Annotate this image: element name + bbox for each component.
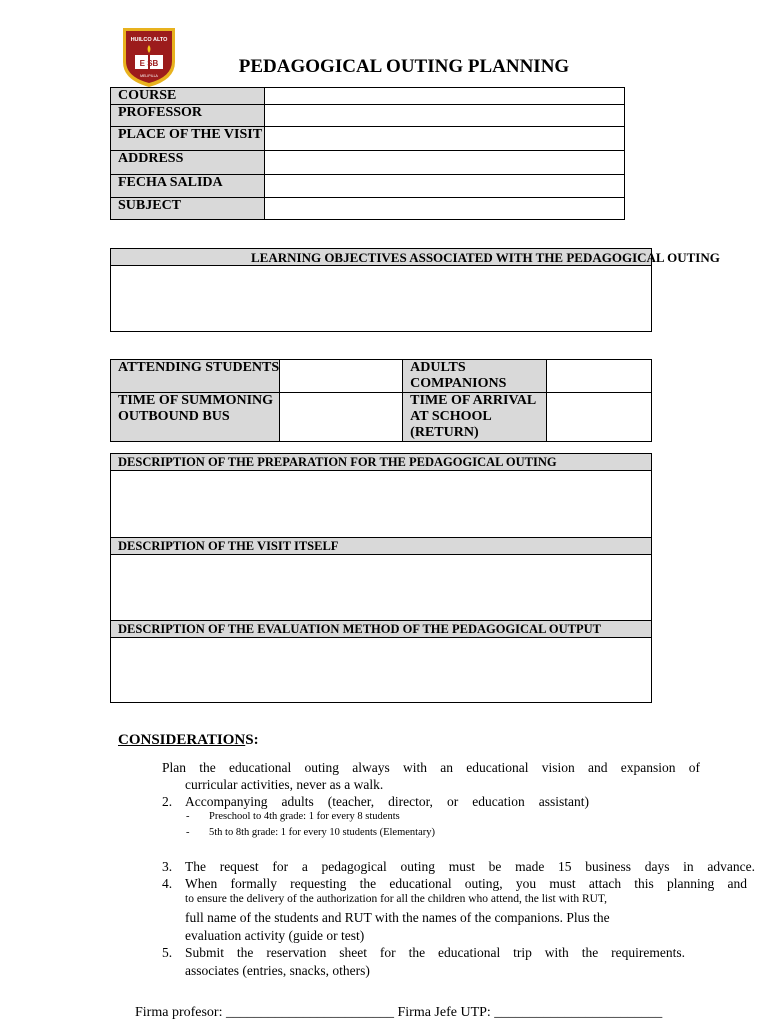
- item5-line2: associates (entries, snacks, others): [185, 963, 370, 978]
- item4-line4: evaluation activity (guide or test): [185, 928, 365, 943]
- item3-number: 3.: [162, 859, 173, 874]
- page-title: PEDAGOGICAL OUTING PLANNING: [238, 56, 570, 77]
- preparation-field[interactable]: [111, 471, 651, 537]
- sub2-text: 5th to 8th grade: 1 for every 10 students (Elementary): [209, 827, 435, 838]
- item4-line2: to ensure the delivery of the authorization for all the children who attend, the list with RUT,: [185, 893, 607, 905]
- time-arrival-field[interactable]: [547, 393, 652, 442]
- item2-text: Accompanying adults (teacher, director, or education assistant): [185, 794, 589, 809]
- attending-students-label: ATTENDING STUDENTS: [111, 360, 280, 393]
- item5-line1: Submit the reservation sheet for the educational trip with the requirements.: [185, 945, 685, 960]
- place-label: PLACE OF THE VISIT: [111, 127, 265, 151]
- place-field[interactable]: [265, 127, 625, 151]
- professor-field[interactable]: [265, 105, 625, 127]
- preparation-header: DESCRIPTION OF THE PREPARATION FOR THE PEDAGOGICAL OUTING: [111, 454, 651, 471]
- logo-subtext: MELIPILLA: [140, 74, 158, 78]
- address-label: ADDRESS: [111, 151, 265, 175]
- logo-letters: E SB: [139, 59, 159, 68]
- learning-objectives-box: [110, 248, 720, 332]
- learning-objectives-header: LEARNING OBJECTIVES ASSOCIATED WITH THE PEDAGOGICAL OUTING: [111, 249, 651, 266]
- sub2-bullet: -: [186, 827, 190, 838]
- considerations-title-rest: S:: [245, 732, 259, 748]
- course-label: COURSE: [111, 88, 265, 105]
- time-summoning-field[interactable]: [280, 393, 403, 442]
- logo-text: HUILCO ALTO: [130, 37, 168, 43]
- address-field[interactable]: [265, 151, 625, 175]
- sub1-text: Preschool to 4th grade: 1 for every 8 students: [209, 811, 400, 822]
- visit-header: DESCRIPTION OF THE VISIT ITSELF: [111, 538, 651, 555]
- info-table: [110, 87, 625, 220]
- preparation-section: [111, 454, 651, 537]
- visit-field[interactable]: [111, 555, 651, 621]
- sub1-bullet: -: [186, 811, 190, 822]
- attending-students-field[interactable]: [280, 360, 403, 393]
- adults-companions-label: ADULTS COMPANIONS: [403, 360, 547, 393]
- considerations-title: [118, 732, 259, 749]
- professor-label: PROFESSOR: [111, 105, 265, 127]
- item4-line3: full name of the students and RUT with the names of the companions. Plus the: [185, 910, 610, 925]
- learning-objectives-field[interactable]: [111, 266, 651, 330]
- logistics-table: [110, 359, 652, 442]
- course-field[interactable]: [265, 88, 625, 105]
- evaluation-field[interactable]: [111, 638, 651, 702]
- subject-field[interactable]: [265, 198, 625, 220]
- evaluation-section: [111, 620, 651, 702]
- time-arrival-label: TIME OF ARRIVAL AT SCHOOL (RETURN): [403, 393, 547, 442]
- descriptions-box: [110, 453, 652, 703]
- item3-text: The request for a pedagogical outing must be made 15 business days in advance.: [185, 859, 755, 874]
- item1-line1: Plan the educational outing always with an educational vision and expansion of: [162, 760, 700, 775]
- departure-date-label: FECHA SALIDA: [111, 175, 265, 198]
- considerations-title-underlined: CONSIDERATION: [118, 732, 246, 748]
- departure-date-field[interactable]: [265, 175, 625, 198]
- item4-line1: When formally requesting the educational outing, you must attach this planning and: [185, 876, 747, 891]
- adults-companions-field[interactable]: [547, 360, 652, 393]
- subject-label: SUBJECT: [111, 198, 265, 220]
- item5-number: 5.: [162, 945, 173, 960]
- time-summoning-label: TIME OF SUMMONING OUTBOUND BUS: [111, 393, 280, 442]
- signature-line: Firma profesor: ________________________ Firma Jefe UTP: ________________________: [135, 1005, 663, 1020]
- item2-number: 2.: [162, 794, 173, 809]
- visit-section: [111, 537, 651, 621]
- item4-number: 4.: [162, 876, 173, 891]
- evaluation-header: DESCRIPTION OF THE EVALUATION METHOD OF THE PEDAGOGICAL OUTPUT: [111, 621, 651, 638]
- item1-line2: curricular activities, never as a walk.: [185, 777, 384, 792]
